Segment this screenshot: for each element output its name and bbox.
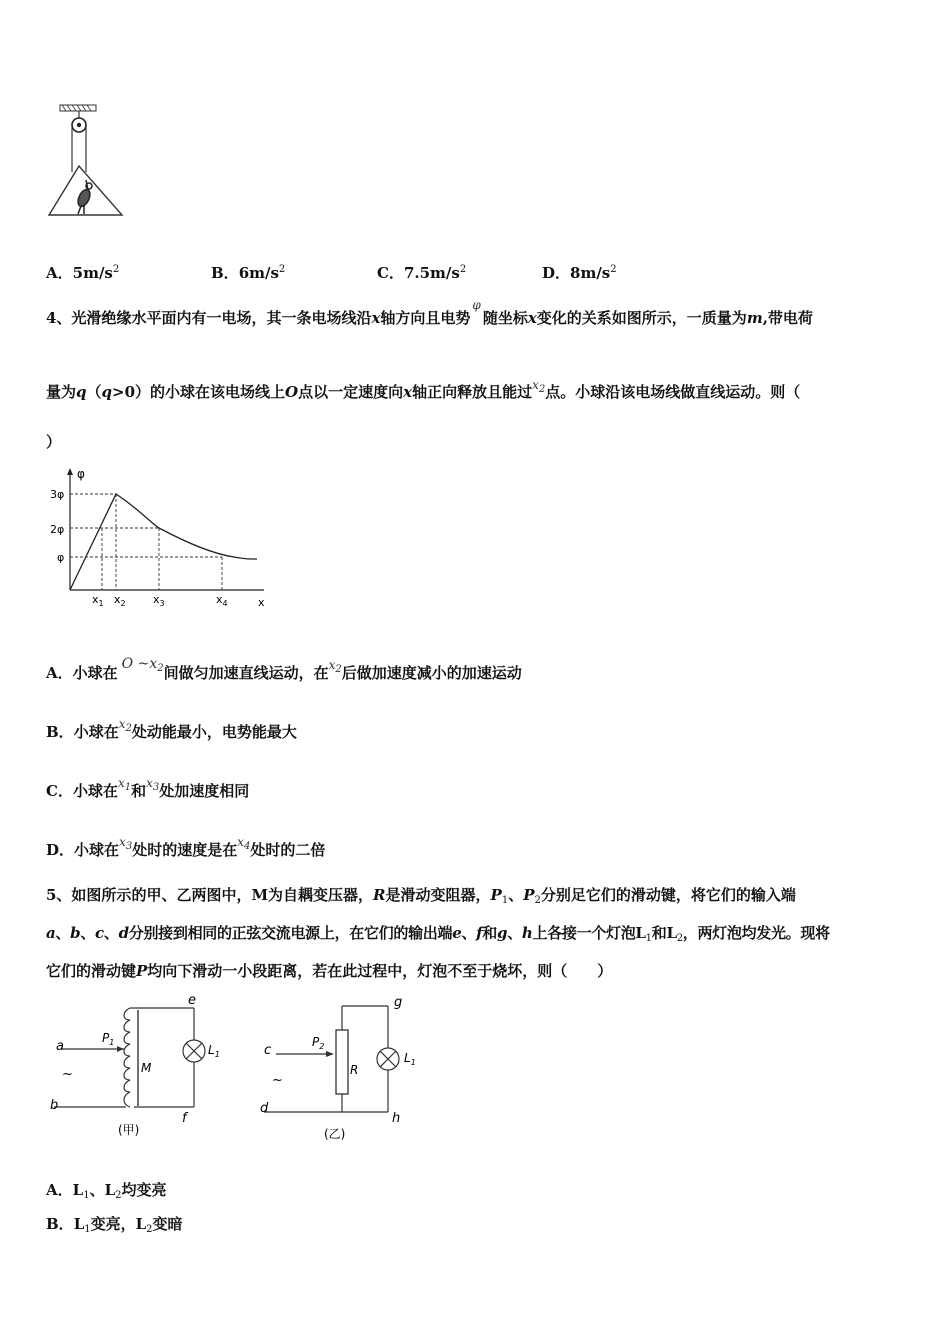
q5-stem-line3: 它们的滑动键P均向下滑动一小段距离，若在此过程中，灯泡不至于烧坏，则（ ）	[46, 962, 613, 980]
q3-option-c[interactable]	[377, 262, 466, 283]
label-r: R	[350, 1063, 359, 1077]
q5-option-b[interactable]: B．$L_1$变亮，$L_2$变暗	[46, 1215, 183, 1235]
option-value: 5m/s	[72, 264, 113, 282]
caption-jia: (甲)	[118, 1123, 140, 1137]
q5-option-a[interactable]: A．$L_1$、$L_2$均变亮	[46, 1181, 167, 1201]
x3-symbol: x3	[119, 835, 133, 852]
x4-symbol: x4	[237, 835, 251, 852]
option-letter: D．	[542, 264, 571, 282]
phi-curve	[70, 494, 257, 590]
y-tick-3phi: 3φ	[50, 488, 65, 501]
q4-option-d[interactable]: D．小球在$^{x_3}$处时的速度是在$^{x_4}$处时的二倍	[46, 835, 326, 859]
terminal-e: e	[188, 994, 196, 1008]
q4-stem-line3: ）	[46, 433, 62, 451]
x-tick-x2: $x_2$	[114, 593, 126, 608]
x3-symbol: x3	[146, 776, 160, 793]
lamp-l1	[183, 1040, 205, 1062]
q4-stem-line2: 量为q（q>0）的小球在该电场线上O点以一定速度向x轴正向释放且能过$^{x_2}$点。小球沿该电场线做直线运动。则（	[46, 378, 801, 401]
coil-windings	[124, 1008, 130, 1107]
x-tick-x3: $x_3$	[153, 593, 165, 608]
person-figure	[76, 180, 93, 214]
label-l1: $L_1$	[404, 1051, 416, 1067]
x2-symbol: x2	[532, 378, 546, 395]
terminal-f: f	[182, 1111, 187, 1126]
terminal-b: b	[50, 1098, 59, 1113]
exponent: 2	[459, 264, 467, 275]
label-l1: $L_1$	[208, 1043, 220, 1059]
x-tick-x1: $x_1$	[92, 593, 104, 608]
q4-option-c[interactable]: C．小球在$^{x_1}$和$^{x_3}$处加速度相同	[46, 776, 250, 800]
y-tick-phi: φ	[57, 551, 65, 564]
x-axis-label: x	[258, 596, 265, 609]
ac-source-symbol: ~	[62, 1067, 73, 1082]
q3-option-b[interactable]	[211, 262, 285, 283]
x-tick-x4: $x_4$	[216, 593, 228, 608]
o-to-x2-symbol: O $\sim x_2$	[121, 656, 164, 674]
q4-option-a[interactable]: A．小球在 O $\sim x_2$间做匀加速直线运动，在$^{x_2}$后做加速度减小的加速运动	[46, 656, 522, 682]
option-letter: C．	[377, 264, 404, 282]
option-letter: A．	[46, 264, 73, 282]
phi-symbol: φ	[472, 298, 481, 312]
option-value: 7.5m/s	[403, 264, 460, 282]
q4-option-b[interactable]: B．小球在$^{x_2}$处动能最小，电势能最大	[46, 717, 297, 741]
rheostat-r	[336, 1030, 348, 1094]
terminal-c: c	[264, 1043, 272, 1058]
lamp-l1	[377, 1048, 399, 1070]
q5-stem-line1: 5、如图所示的甲、乙两图中，M为自耦变压器，R是滑动变阻器，$P_1$、$P_2$分别足它们的滑动键，将它们的输入端	[46, 886, 796, 906]
exponent: 2	[610, 264, 617, 275]
pulley-figure	[44, 100, 134, 222]
y-tick-2phi: 2φ	[50, 523, 65, 536]
terminal-d: d	[260, 1101, 269, 1116]
q3-option-a[interactable]	[46, 262, 119, 283]
phi-x-graph	[44, 462, 284, 612]
option-letter: B．	[211, 264, 239, 282]
terminal-g: g	[394, 995, 403, 1010]
option-value: 8m/s	[570, 264, 611, 282]
x2-symbol: x2	[118, 717, 132, 734]
circuit-figure-jia	[46, 994, 236, 1144]
q4-stem-line1: 4、光滑绝缘水平面内有一电场，其一条电场线沿x轴方向且电势$^\varphi$随坐标x变化的关系如图所示，一质量为m,带电荷	[46, 298, 813, 327]
option-value: 6m/s	[238, 264, 279, 282]
x2-symbol: x2	[328, 658, 342, 675]
label-m: M	[141, 1061, 152, 1075]
exponent: 2	[278, 264, 286, 275]
exponent: 2	[112, 264, 120, 275]
y-axis-label: φ	[77, 467, 85, 481]
ac-source-symbol: ~	[272, 1073, 283, 1088]
x1-symbol: x1	[117, 776, 132, 793]
terminal-a: a	[56, 1039, 64, 1054]
circuit-figure-yi	[254, 994, 444, 1144]
slider-label-p1: $P_1$	[102, 1031, 115, 1047]
terminal-h: h	[392, 1111, 401, 1126]
q3-option-d[interactable]	[542, 262, 617, 283]
slider-label-p2: $P_2$	[312, 1035, 325, 1051]
caption-yi: (乙)	[324, 1127, 346, 1141]
q5-stem-line2: a、b、c、d分别接到相同的正弦交流电源上，在它们的输出端e、f和g、h上各接一个灯泡$L_1$和$L_2$，两灯泡均发光。现将	[46, 924, 830, 944]
